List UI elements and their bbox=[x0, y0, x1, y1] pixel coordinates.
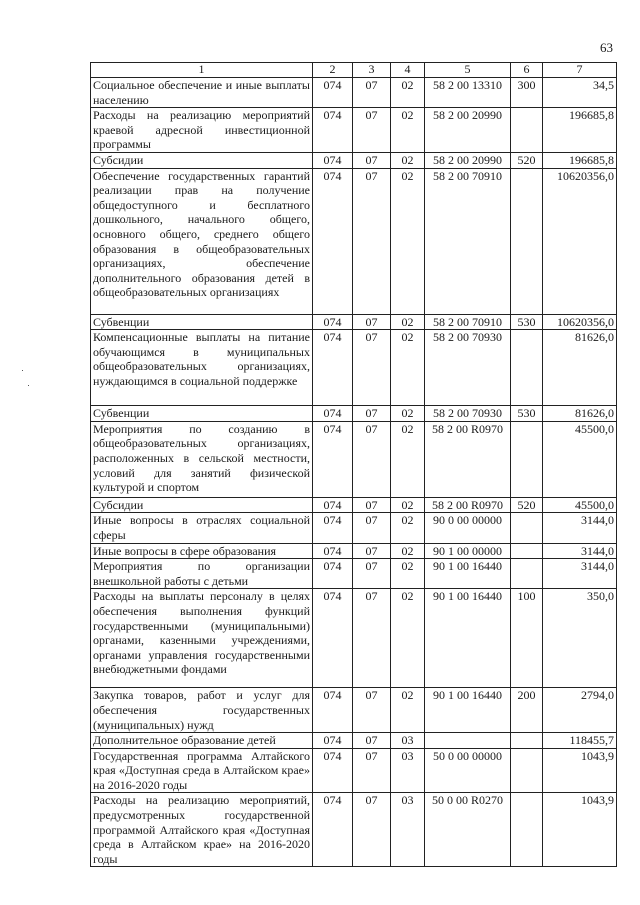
target-article-cell: 50 0 00 R0270 bbox=[425, 793, 511, 867]
subsection-code-cell: 02 bbox=[391, 513, 425, 543]
target-article-cell: 58 2 00 R0970 bbox=[425, 421, 511, 497]
subsection-code-cell: 02 bbox=[391, 589, 425, 688]
row-name-cell: Дополнительное образование детей bbox=[91, 733, 313, 749]
ministry-code-cell: 074 bbox=[313, 314, 353, 330]
target-article-cell: 90 1 00 16440 bbox=[425, 688, 511, 733]
expense-type-cell bbox=[511, 330, 543, 406]
section-code-cell: 07 bbox=[353, 589, 391, 688]
expense-type-cell bbox=[511, 168, 543, 314]
ministry-code-cell: 074 bbox=[313, 559, 353, 589]
row-name-cell: Расходы на выплаты персоналу в целях обеспечения выполнения функций государственными (муниципальными) органами, казенными учреждениями, органами управления государственными внебюджетными фондами bbox=[91, 589, 313, 688]
expense-type-cell bbox=[511, 543, 543, 559]
table-row bbox=[91, 559, 617, 589]
amount-cell: 2794,0 bbox=[543, 688, 617, 733]
table-row bbox=[91, 421, 617, 497]
target-article-cell: 58 2 00 20990 bbox=[425, 152, 511, 168]
target-article-cell: 50 0 00 00000 bbox=[425, 748, 511, 793]
amount-cell: 10620356,0 bbox=[543, 168, 617, 314]
table-row bbox=[91, 168, 617, 314]
subsection-code-cell: 02 bbox=[391, 152, 425, 168]
table-row bbox=[91, 543, 617, 559]
subsection-code-cell: 03 bbox=[391, 748, 425, 793]
expense-type-cell bbox=[511, 513, 543, 543]
amount-cell: 34,5 bbox=[543, 78, 617, 108]
target-article-cell: 58 2 00 R0970 bbox=[425, 497, 511, 513]
row-name-cell: Субсидии bbox=[91, 152, 313, 168]
table-row bbox=[91, 152, 617, 168]
target-article-cell: 90 0 00 00000 bbox=[425, 513, 511, 543]
table-row bbox=[91, 748, 617, 793]
row-name-cell: Мероприятия по созданию в общеобразовательных организациях, расположенных в сельской местности, условий для занятий физической культурой и спортом bbox=[91, 421, 313, 497]
ministry-code-cell: 074 bbox=[313, 748, 353, 793]
amount-cell: 10620356,0 bbox=[543, 314, 617, 330]
row-name-cell: Расходы на реализацию мероприятий, предусмотренных государственной программой Алтайского края «Доступная среда в Алтайском крае» на 2016-2020 годы bbox=[91, 793, 313, 867]
column-header: 1 bbox=[91, 63, 313, 78]
amount-cell: 45500,0 bbox=[543, 421, 617, 497]
column-header: 2 bbox=[313, 63, 353, 78]
table-row bbox=[91, 314, 617, 330]
column-header: 5 bbox=[425, 63, 511, 78]
amount-cell: 1043,9 bbox=[543, 748, 617, 793]
target-article-cell: 58 2 00 70910 bbox=[425, 168, 511, 314]
expense-type-cell bbox=[511, 108, 543, 153]
section-code-cell: 07 bbox=[353, 543, 391, 559]
scan-speck bbox=[28, 385, 29, 386]
table-row bbox=[91, 108, 617, 153]
section-code-cell: 07 bbox=[353, 152, 391, 168]
section-code-cell: 07 bbox=[353, 421, 391, 497]
table-row bbox=[91, 497, 617, 513]
row-name-cell: Обеспечение государственных гарантий реализации прав на получение общедоступного и бесплатного дошкольного, начального общего, основного общего, среднего общего образования в общеобразовательных организациях, обеспечение дополнительного образования детей в общеобразовательных организациях bbox=[91, 168, 313, 314]
section-code-cell: 07 bbox=[353, 733, 391, 749]
table-row bbox=[91, 330, 617, 406]
row-name-cell: Закупка товаров, работ и услуг для обеспечения государственных (муниципальных) нужд bbox=[91, 688, 313, 733]
subsection-code-cell: 02 bbox=[391, 559, 425, 589]
amount-cell: 3144,0 bbox=[543, 559, 617, 589]
column-header: 7 bbox=[543, 63, 617, 78]
subsection-code-cell: 02 bbox=[391, 314, 425, 330]
column-header: 3 bbox=[353, 63, 391, 78]
table-body bbox=[91, 78, 617, 867]
ministry-code-cell: 074 bbox=[313, 406, 353, 422]
expense-type-cell bbox=[511, 559, 543, 589]
row-name-cell: Расходы на реализацию мероприятий краевой адресной инвестиционной программы bbox=[91, 108, 313, 153]
amount-cell: 81626,0 bbox=[543, 330, 617, 406]
section-code-cell: 07 bbox=[353, 330, 391, 406]
expense-type-cell: 300 bbox=[511, 78, 543, 108]
subsection-code-cell: 02 bbox=[391, 688, 425, 733]
row-name-cell: Компенсационные выплаты на питание обучающимся в муниципальных общеобразовательных организациях, нуждающимся в социальной поддержке bbox=[91, 330, 313, 406]
expense-type-cell: 100 bbox=[511, 589, 543, 688]
subsection-code-cell: 02 bbox=[391, 497, 425, 513]
page-number: 63 bbox=[600, 40, 613, 55]
section-code-cell: 07 bbox=[353, 793, 391, 867]
row-name-cell: Социальное обеспечение и иные выплаты населению bbox=[91, 78, 313, 108]
target-article-cell: 58 2 00 20990 bbox=[425, 108, 511, 153]
target-article-cell bbox=[425, 733, 511, 749]
amount-cell: 3144,0 bbox=[543, 543, 617, 559]
ministry-code-cell: 074 bbox=[313, 78, 353, 108]
section-code-cell: 07 bbox=[353, 688, 391, 733]
subsection-code-cell: 02 bbox=[391, 543, 425, 559]
ministry-code-cell: 074 bbox=[313, 733, 353, 749]
ministry-code-cell: 074 bbox=[313, 497, 353, 513]
ministry-code-cell: 074 bbox=[313, 421, 353, 497]
table-row bbox=[91, 733, 617, 749]
amount-cell: 196685,8 bbox=[543, 108, 617, 153]
target-article-cell: 58 2 00 70930 bbox=[425, 330, 511, 406]
target-article-cell: 58 2 00 70910 bbox=[425, 314, 511, 330]
amount-cell: 45500,0 bbox=[543, 497, 617, 513]
target-article-cell: 58 2 00 13310 bbox=[425, 78, 511, 108]
ministry-code-cell: 074 bbox=[313, 688, 353, 733]
amount-cell: 350,0 bbox=[543, 589, 617, 688]
section-code-cell: 07 bbox=[353, 513, 391, 543]
section-code-cell: 07 bbox=[353, 497, 391, 513]
section-code-cell: 07 bbox=[353, 559, 391, 589]
row-name-cell: Иные вопросы в сфере образования bbox=[91, 543, 313, 559]
row-name-cell: Государственная программа Алтайского края «Доступная среда в Алтайском крае» на 2016-2020 годы bbox=[91, 748, 313, 793]
subsection-code-cell: 02 bbox=[391, 108, 425, 153]
subsection-code-cell: 02 bbox=[391, 168, 425, 314]
section-code-cell: 07 bbox=[353, 78, 391, 108]
expense-type-cell bbox=[511, 421, 543, 497]
section-code-cell: 07 bbox=[353, 108, 391, 153]
table-row bbox=[91, 513, 617, 543]
row-name-cell: Иные вопросы в отраслях социальной сферы bbox=[91, 513, 313, 543]
target-article-cell: 90 1 00 16440 bbox=[425, 559, 511, 589]
ministry-code-cell: 074 bbox=[313, 168, 353, 314]
expense-type-cell bbox=[511, 793, 543, 867]
amount-cell: 81626,0 bbox=[543, 406, 617, 422]
ministry-code-cell: 074 bbox=[313, 108, 353, 153]
subsection-code-cell: 02 bbox=[391, 78, 425, 108]
expense-type-cell: 520 bbox=[511, 152, 543, 168]
target-article-cell: 90 1 00 00000 bbox=[425, 543, 511, 559]
ministry-code-cell: 074 bbox=[313, 793, 353, 867]
table-row bbox=[91, 78, 617, 108]
row-name-cell: Мероприятия по организации внешкольной работы с детьми bbox=[91, 559, 313, 589]
target-article-cell: 58 2 00 70930 bbox=[425, 406, 511, 422]
row-name-cell: Субвенции bbox=[91, 406, 313, 422]
amount-cell: 1043,9 bbox=[543, 793, 617, 867]
amount-cell: 196685,8 bbox=[543, 152, 617, 168]
column-header: 4 bbox=[391, 63, 425, 78]
subsection-code-cell: 02 bbox=[391, 421, 425, 497]
subsection-code-cell: 02 bbox=[391, 330, 425, 406]
table-header-row bbox=[91, 63, 617, 78]
section-code-cell: 07 bbox=[353, 748, 391, 793]
ministry-code-cell: 074 bbox=[313, 513, 353, 543]
column-header: 6 bbox=[511, 63, 543, 78]
ministry-code-cell: 074 bbox=[313, 152, 353, 168]
ministry-code-cell: 074 bbox=[313, 330, 353, 406]
subsection-code-cell: 03 bbox=[391, 733, 425, 749]
expense-type-cell bbox=[511, 733, 543, 749]
ministry-code-cell: 074 bbox=[313, 589, 353, 688]
expense-type-cell: 530 bbox=[511, 406, 543, 422]
scan-speck bbox=[22, 370, 23, 371]
section-code-cell: 07 bbox=[353, 314, 391, 330]
target-article-cell: 90 1 00 16440 bbox=[425, 589, 511, 688]
table-row bbox=[91, 589, 617, 688]
budget-table bbox=[90, 62, 617, 867]
row-name-cell: Субсидии bbox=[91, 497, 313, 513]
expense-type-cell bbox=[511, 748, 543, 793]
expense-type-cell: 200 bbox=[511, 688, 543, 733]
ministry-code-cell: 074 bbox=[313, 543, 353, 559]
expense-type-cell: 520 bbox=[511, 497, 543, 513]
expense-type-cell: 530 bbox=[511, 314, 543, 330]
table-row bbox=[91, 793, 617, 867]
subsection-code-cell: 02 bbox=[391, 406, 425, 422]
table-row bbox=[91, 406, 617, 422]
subsection-code-cell: 03 bbox=[391, 793, 425, 867]
row-name-cell: Субвенции bbox=[91, 314, 313, 330]
section-code-cell: 07 bbox=[353, 406, 391, 422]
table-row bbox=[91, 688, 617, 733]
amount-cell: 3144,0 bbox=[543, 513, 617, 543]
section-code-cell: 07 bbox=[353, 168, 391, 314]
amount-cell: 118455,7 bbox=[543, 733, 617, 749]
